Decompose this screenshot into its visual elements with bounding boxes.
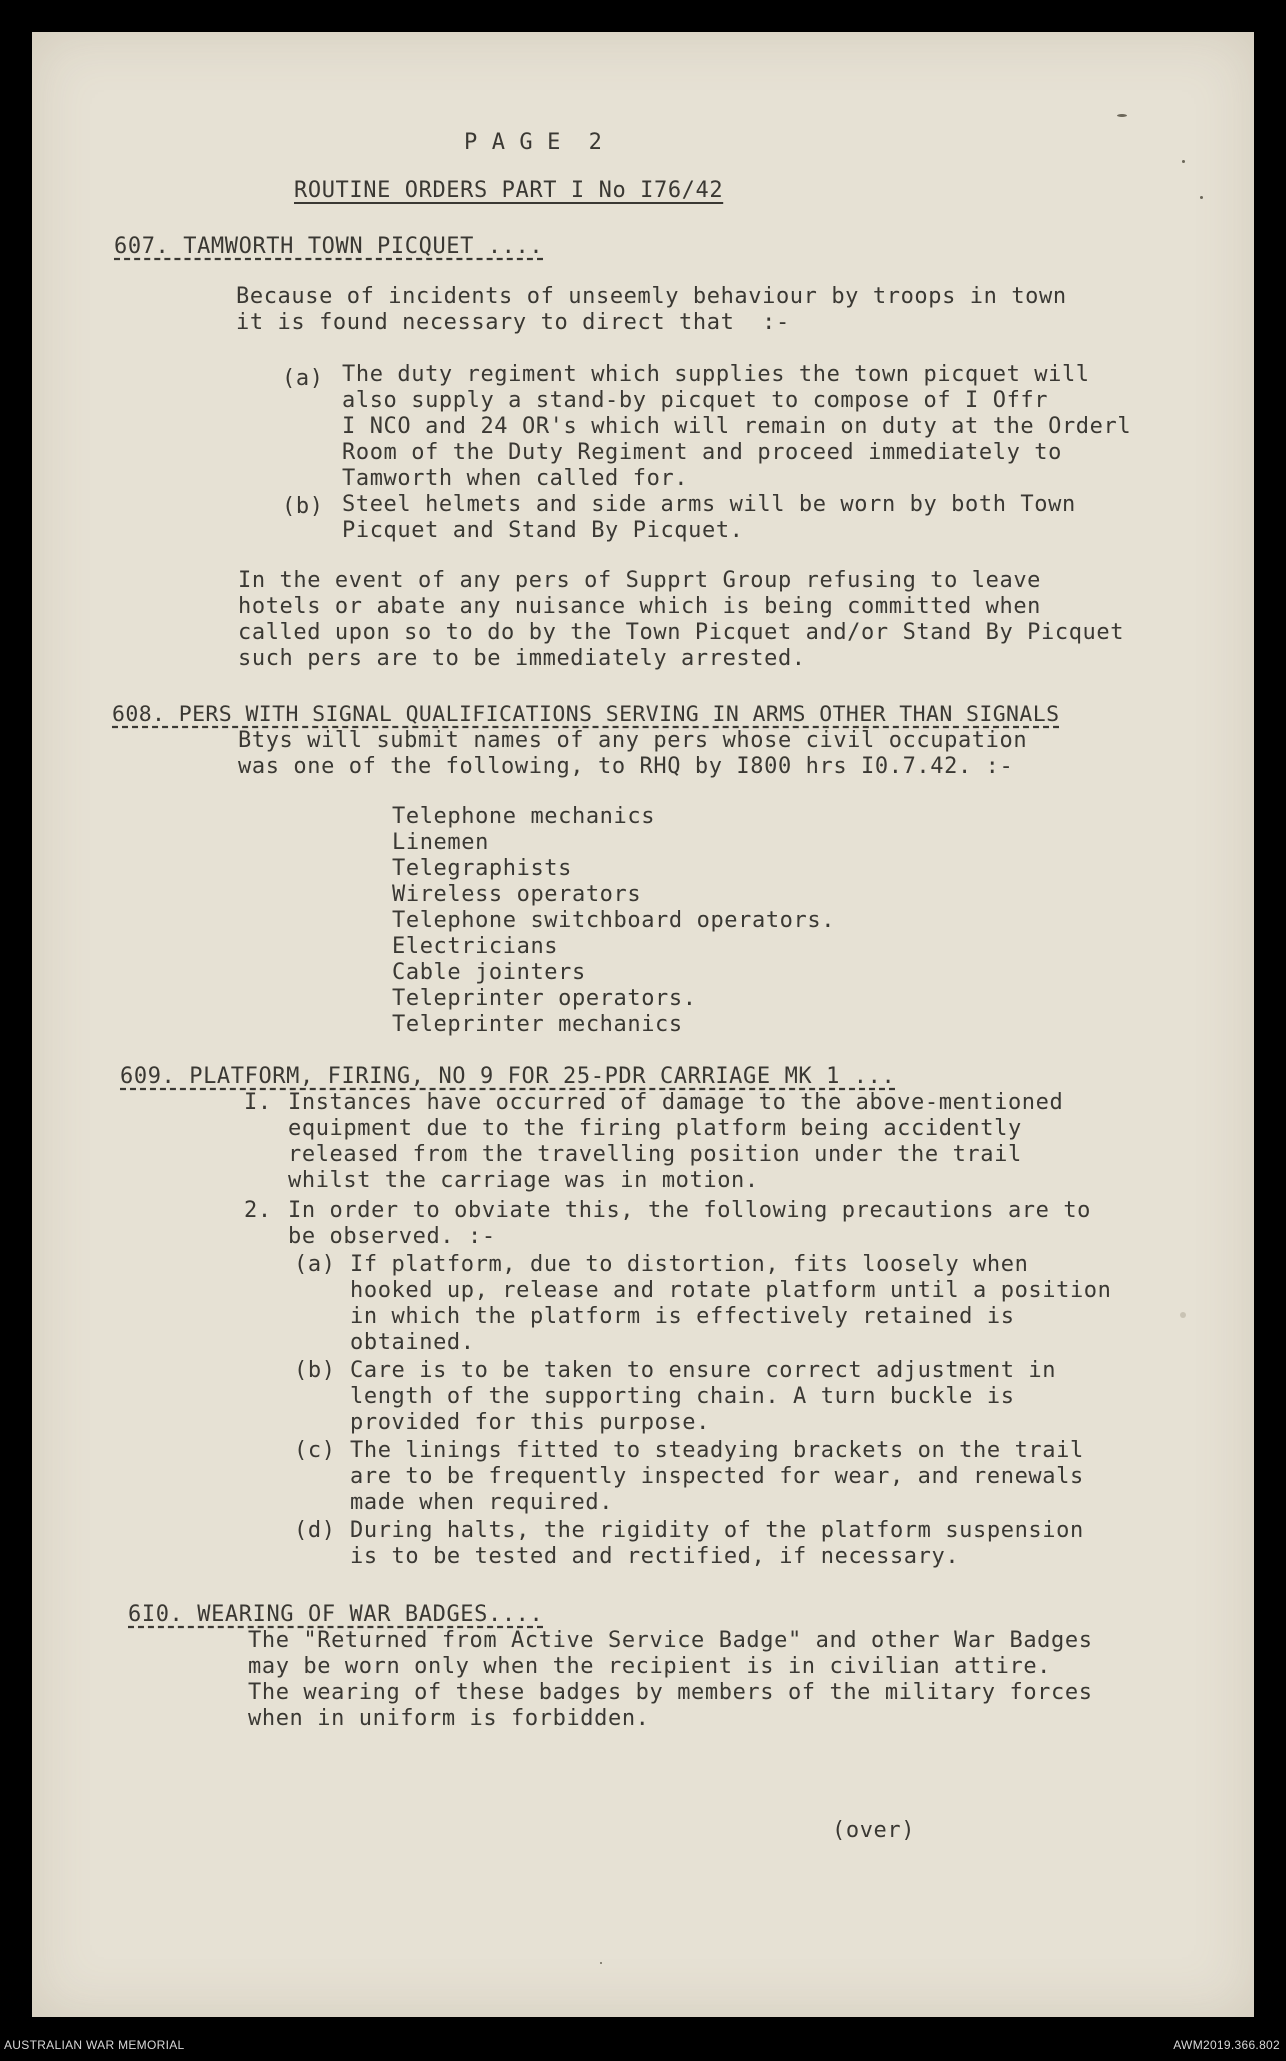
order-609-d-line: is to be tested and rectified, if necessary. xyxy=(350,1544,960,1569)
order-609-p2-label: 2. xyxy=(244,1198,272,1223)
occupation-item: Cable jointers xyxy=(392,960,586,985)
occupation-item: Teleprinter operators. xyxy=(392,986,697,1011)
occupation-item: Telephone mechanics xyxy=(392,804,656,829)
order-607-a-line: The duty regiment which supplies the town picquet will xyxy=(342,362,1090,387)
order-610-line: when in uniform is forbidden. xyxy=(248,1706,650,1731)
order-609-a-line: obtained. xyxy=(350,1330,475,1355)
document-title: ROUTINE ORDERS PART I No I76/42 xyxy=(294,178,724,203)
order-607-intro-2: it is found necessary to direct that :- xyxy=(236,310,790,335)
order-609-p1-line: whilst the carriage was in motion. xyxy=(288,1168,759,1193)
order-609-b-line: length of the supporting chain. A turn buckle is xyxy=(350,1384,1015,1409)
occupation-item: Telegraphists xyxy=(392,856,572,881)
order-609-p2-line: In order to obviate this, the following precautions are to xyxy=(288,1198,1092,1223)
order-609-c-line: are to be frequently inspected for wear, and renewals xyxy=(350,1464,1084,1489)
order-609-b-line: Care is to be taken to ensure correct adjustment in xyxy=(350,1358,1057,1383)
order-609-p1-line: Instances have occurred of damage to the above-mentioned xyxy=(288,1090,1064,1115)
archive-credit: AUSTRALIAN WAR MEMORIAL xyxy=(4,2038,185,2052)
order-610-line: The "Returned from Active Service Badge" and other War Badges xyxy=(248,1628,1093,1653)
order-609-c-label: (c) xyxy=(294,1438,336,1463)
order-609-a-line: If platform, due to distortion, fits loosely when xyxy=(350,1252,1029,1277)
archive-reference: AWM2019.366.802 xyxy=(1173,2038,1280,2052)
order-607-closing-line: such pers are to be immediately arrested. xyxy=(238,646,806,671)
occupation-item: Linemen xyxy=(392,830,489,855)
order-607-a-line: also supply a stand-by picquet to compose of I Offr xyxy=(342,388,1049,413)
page-number: P A G E 2 xyxy=(464,130,603,155)
order-607-b-line: Picquet and Stand By Picquet. xyxy=(342,518,744,543)
order-609-d-label: (d) xyxy=(294,1518,336,1543)
order-608-intro-1: Btys will submit names of any pers whose civil occupation xyxy=(238,728,1028,753)
order-609-heading: 609. PLATFORM, FIRING, NO 9 FOR 25-PDR CARRIAGE MK 1 ... xyxy=(120,1064,896,1089)
paper-speck xyxy=(1200,196,1203,199)
occupation-item: Teleprinter mechanics xyxy=(392,1012,683,1037)
order-609-a-label: (a) xyxy=(294,1252,336,1277)
order-607-a-line: Tamworth when called for. xyxy=(342,466,689,491)
order-609-d-line: During halts, the rigidity of the platform suspension xyxy=(350,1518,1084,1543)
order-609-p1-line: released from the travelling position under the trail xyxy=(288,1142,1022,1167)
order-607-a-line: I NCO and 24 OR's which will remain on duty at the Orderl xyxy=(342,414,1132,439)
order-609-c-line: The linings fitted to steadying brackets on the trail xyxy=(350,1438,1084,1463)
paper-speck xyxy=(1117,114,1127,117)
over-note: (over) xyxy=(832,1818,916,1843)
paper-speck xyxy=(1182,160,1185,163)
order-607-heading: 607. TAMWORTH TOWN PICQUET .... xyxy=(114,234,544,259)
occupation-item: Wireless operators xyxy=(392,882,642,907)
order-609-a-line: hooked up, release and rotate platform until a position xyxy=(350,1278,1112,1303)
paper-speck xyxy=(600,1962,602,1964)
order-609-p2-line: be observed. :- xyxy=(288,1224,496,1249)
order-607-closing-line: In the event of any pers of Supprt Group refusing to leave xyxy=(238,568,1042,593)
order-607-a-label: (a) xyxy=(282,366,324,391)
order-609-c-line: made when required. xyxy=(350,1490,614,1515)
paper-speck xyxy=(1180,1312,1186,1318)
order-610-heading: 6I0. WEARING OF WAR BADGES.... xyxy=(128,1602,544,1627)
order-607-a-line: Room of the Duty Regiment and proceed immediately to xyxy=(342,440,1062,465)
order-610-line: The wearing of these badges by members of the military forces xyxy=(248,1680,1093,1705)
order-607-closing-line: called upon so to do by the Town Picquet and/or Stand By Picquet xyxy=(238,620,1125,645)
order-607-intro-1: Because of incidents of unseemly behaviour by troops in town xyxy=(236,284,1067,309)
order-609-p1-line: equipment due to the firing platform being accidently xyxy=(288,1116,1022,1141)
order-608-heading: 608. PERS WITH SIGNAL QUALIFICATIONS SERVING IN ARMS OTHER THAN SIGNALS xyxy=(112,702,1060,727)
order-609-b-line: provided for this purpose. xyxy=(350,1410,710,1435)
order-610-line: may be worn only when the recipient is in civilian attire. xyxy=(248,1654,1052,1679)
order-607-b-label: (b) xyxy=(282,494,324,519)
occupation-item: Telephone switchboard operators. xyxy=(392,908,836,933)
order-609-b-label: (b) xyxy=(294,1358,336,1383)
occupation-item: Electricians xyxy=(392,934,559,959)
order-609-p1-label: I. xyxy=(244,1090,272,1115)
order-609-a-line: in which the platform is effectively retained is xyxy=(350,1304,1015,1329)
document-page xyxy=(32,32,1254,2017)
order-607-closing-line: hotels or abate any nuisance which is being committed when xyxy=(238,594,1042,619)
order-607-b-line: Steel helmets and side arms will be worn by both Town xyxy=(342,492,1076,517)
order-608-intro-2: was one of the following, to RHQ by I800 hrs I0.7.42. :- xyxy=(238,754,1014,779)
